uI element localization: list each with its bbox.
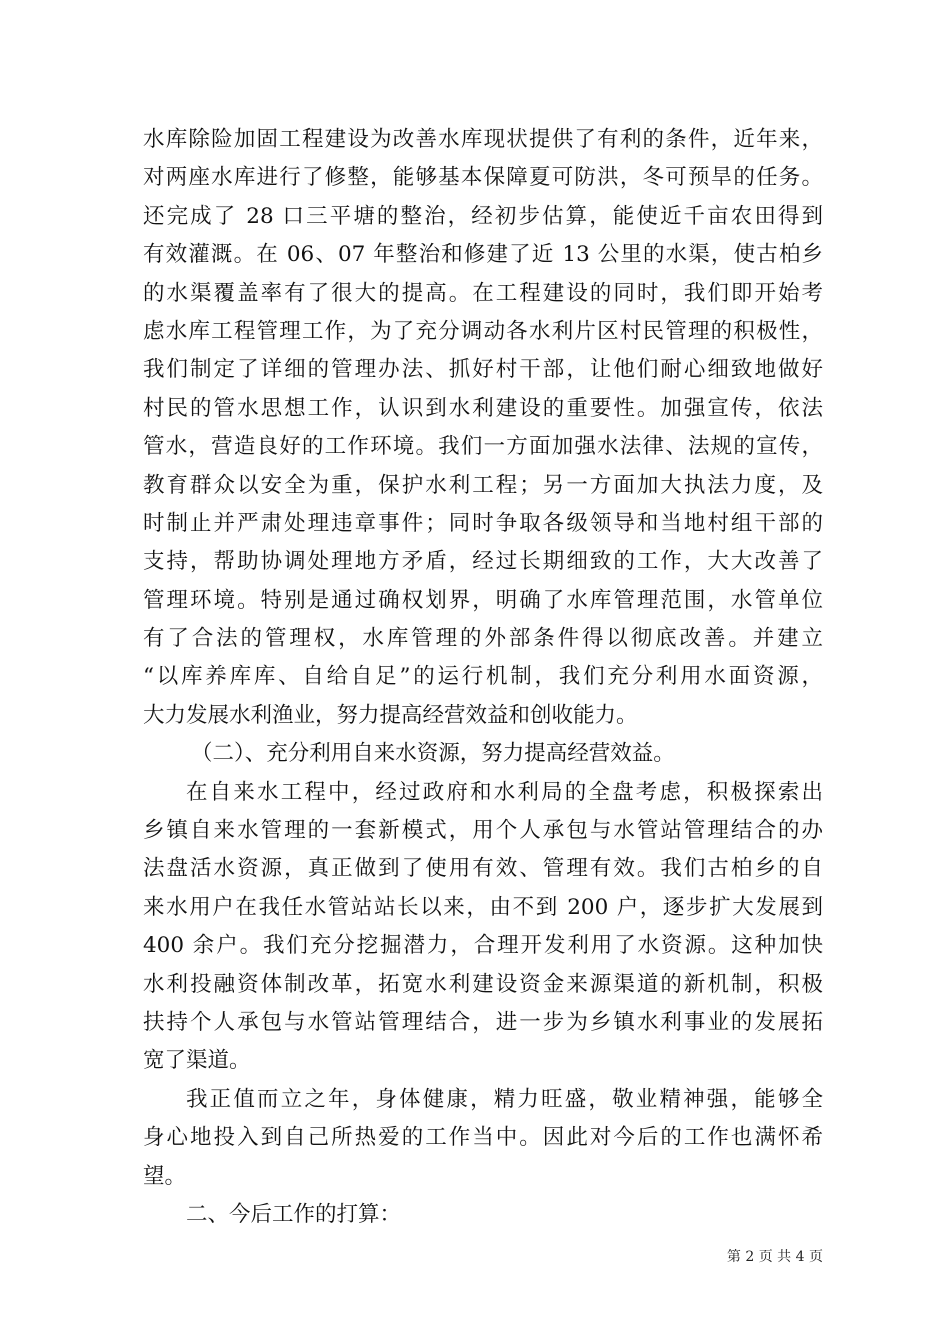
text-line: 我们制定了详细的管理办法、抓好村干部，让他们耐心细致地做好 (143, 357, 823, 383)
text-line: 我正值而立之年，身体健康，精力旺盛，敬业精神强，能够全 (186, 1086, 823, 1112)
text-line: 管理环境。特别是通过确权划界，明确了水库管理范围，水管单位 (143, 587, 823, 613)
text-line: 有效灌溉。在 06、07 年整治和修建了近 13 公里的水渠，使古柏乡 (143, 242, 823, 268)
text-line: 在自来水工程中，经过政府和水利局的全盘考虑，积极探索出 (186, 779, 823, 805)
text-line: 望。 (143, 1163, 187, 1189)
section-heading: （二）、充分利用自来水资源，努力提高经营效益。 (191, 741, 675, 767)
text-line: 乡镇自来水管理的一套新模式，用个人承包与水管站管理结合的办 (143, 818, 823, 844)
text-line: 教育群众以安全为重，保护水利工程；另一方面加大执法力度，及 (143, 472, 823, 498)
text-line: 还完成了 28 口三平塘的整治，经初步估算，能使近千亩农田得到 (143, 203, 823, 229)
document-body (143, 121, 823, 1234)
text-line: 大力发展水利渔业，努力提高经营效益和创收能力。 (143, 702, 638, 728)
text-line: 管水，营造良好的工作环境。我们一方面加强水法律、法规的宣传， (143, 434, 823, 460)
text-line: 虑水库工程管理工作，为了充分调动各水利片区村民管理的积极性， (143, 318, 823, 344)
text-line: 对两座水库进行了修整，能够基本保障夏可防洪，冬可预旱的任务。 (143, 165, 823, 191)
text-line: 400 余户。我们充分挖掘潜力，合理开发利用了水资源。这种加快 (143, 933, 823, 959)
page-number: 第 2 页 共 4 页 (726, 1249, 823, 1265)
text-line: 法盘活水资源，真正做到了使用有效、管理有效。我们古柏乡的自 (143, 856, 823, 882)
text-line: “以库养库库、自给自足”的运行机制，我们充分利用水面资源， (143, 664, 823, 690)
text-line: 有了合法的管理权，水库管理的外部条件得以彻底改善。并建立 (143, 626, 823, 652)
text-line: 身心地投入到自己所热爱的工作当中。因此对今后的工作也满怀希 (143, 1125, 823, 1151)
text-line: 水库除险加固工程建设为改善水库现状提供了有利的条件，近年来， (143, 127, 823, 152)
text-line: 村民的管水思想工作，认识到水利建设的重要性。加强宣传，依法 (143, 395, 823, 421)
section-heading: 二、今后工作的打算： (186, 1201, 402, 1227)
text-line: 的水渠覆盖率有了很大的提高。在工程建设的同时，我们即开始考 (143, 280, 823, 306)
text-line: 扶持个人承包与水管站管理结合，进一步为乡镇水利事业的发展拓 (143, 1009, 823, 1035)
text-line: 宽了渠道。 (143, 1048, 251, 1074)
text-line: 来水用户在我任水管站站长以来，由不到 200 户，逐步扩大发展到 (143, 894, 823, 920)
text-line: 时制止并严肃处理违章事件；同时争取各级领导和当地村组干部的 (143, 510, 823, 536)
text-line: 支持，帮助协调处理地方矛盾，经过长期细致的工作，大大改善了 (143, 549, 823, 575)
text-line: 水利投融资体制改革，拓宽水利建设资金来源渠道的新机制，积极 (143, 971, 823, 997)
